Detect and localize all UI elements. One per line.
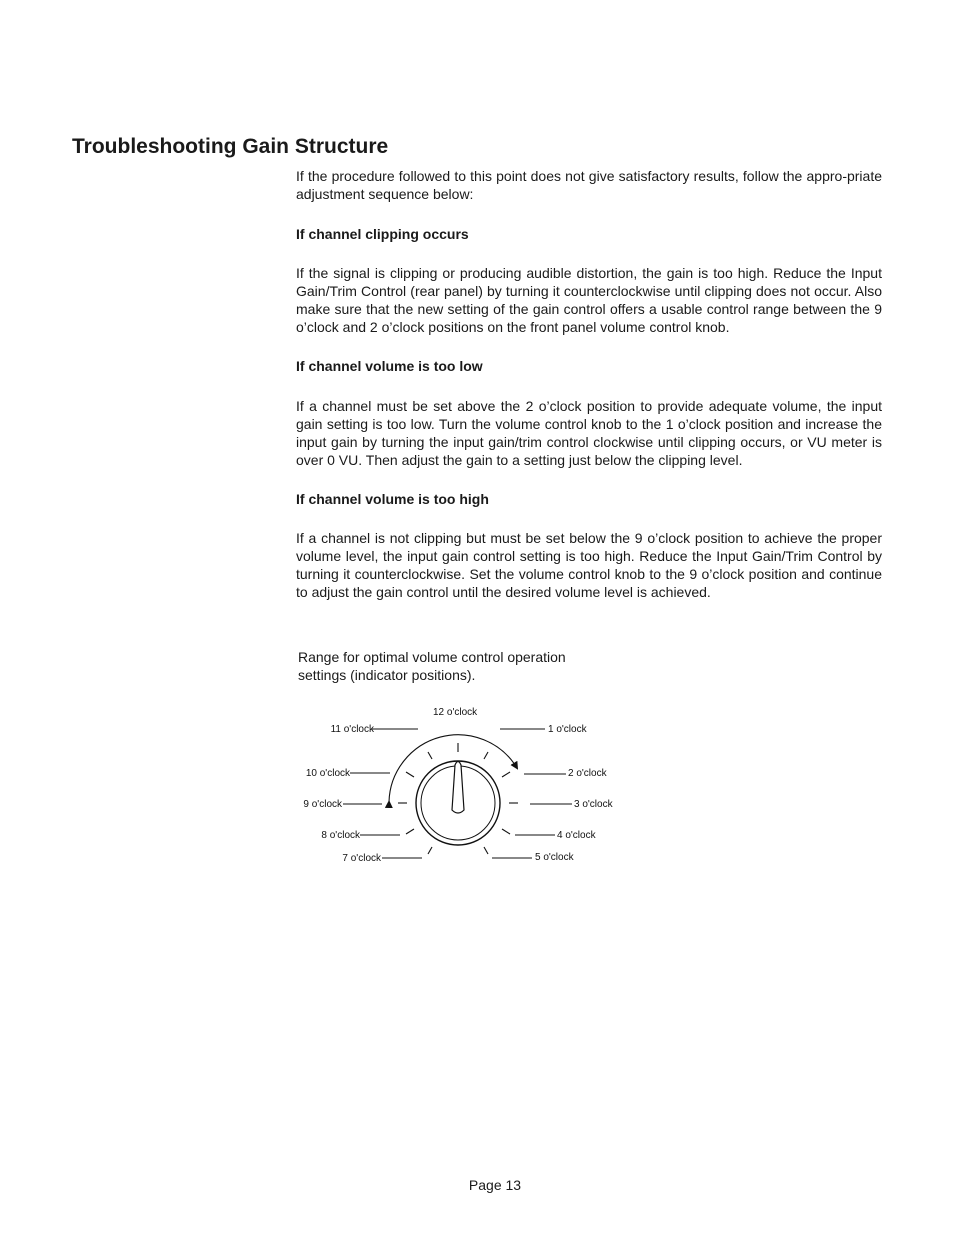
intro-text: If the procedure followed to this point does not give satisfactory results, follow the appro-priate adjustment sequence below: (296, 168, 882, 202)
section-heading-clipping (296, 225, 882, 243)
label-8-oclock: 8 o'clock (321, 830, 360, 841)
figure-caption: Range for optimal volume control operation settings (indicator positions). (298, 649, 566, 683)
intro-paragraph (296, 167, 882, 203)
knob (416, 761, 500, 845)
label-2-oclock: 2 o'clock (568, 768, 607, 779)
label-12-oclock: 12 o'clock (433, 707, 478, 718)
tick-2 (502, 772, 510, 777)
section-body-too-low (296, 397, 882, 469)
section-text: If a channel is not clipping but must be set below the 9 o’clock position to achieve the proper volume level, the input gain control setting is too high. Reduce the Input Gain/Trim Control by turning it counterclockwise. Set the volume control knob to the 9 o’clock position and continue to adjust the gain control until the desired volume level is achieved. (296, 530, 882, 600)
tick-5 (484, 847, 488, 854)
section-heading-too-low (296, 357, 882, 375)
tick-11 (428, 752, 432, 759)
tick-7 (428, 847, 432, 854)
label-3-oclock: 3 o'clock (574, 799, 613, 810)
label-9-oclock: 9 o'clock (303, 799, 342, 810)
tick-1 (484, 752, 488, 759)
label-7-oclock: 7 o'clock (342, 853, 381, 864)
section-body-clipping (296, 264, 882, 336)
section-title: If channel volume is too high (296, 491, 489, 507)
page-number: Page 13 (468, 1177, 522, 1193)
tick-8 (406, 829, 414, 834)
label-5-oclock: 5 o'clock (535, 852, 574, 863)
knob-indicator (452, 762, 464, 814)
section-text: If the signal is clipping or producing audible distortion, the gain is too high. Reduce the Input Gain/Trim Control (rear panel) by turning it counterclockwise until clipping does not occur. Also make sure that the new setting of the gain control offers a usable control range between the 9 o’clock and 2 o’clock positions on the front panel volume control knob. (296, 265, 882, 335)
section-body-too-high (296, 529, 882, 601)
page-title: Troubleshooting Gain Structure (72, 135, 389, 158)
label-4-oclock: 4 o'clock (557, 830, 596, 841)
label-1-oclock: 1 o'clock (548, 724, 587, 735)
label-10-oclock: 10 o'clock (305, 768, 350, 779)
section-heading-too-high (296, 490, 882, 508)
section-title: If channel clipping occurs (296, 226, 469, 242)
volume-knob-diagram (290, 700, 630, 870)
label-11-oclock: 11 o'clock (330, 724, 374, 735)
tick-10 (406, 772, 414, 777)
section-text: If a channel must be set above the 2 o’clock position to provide adequate volume, the input gain setting is too low. Turn the volume control knob to the 1 o’clock position and increase the input gain by turning the input gain/trim control clockwise until clipping occurs, or VU meter is over 0 VU. Then adjust the gain to a setting just below the clipping level. (296, 398, 882, 468)
tick-4 (502, 829, 510, 834)
section-title: If channel volume is too low (296, 358, 483, 374)
